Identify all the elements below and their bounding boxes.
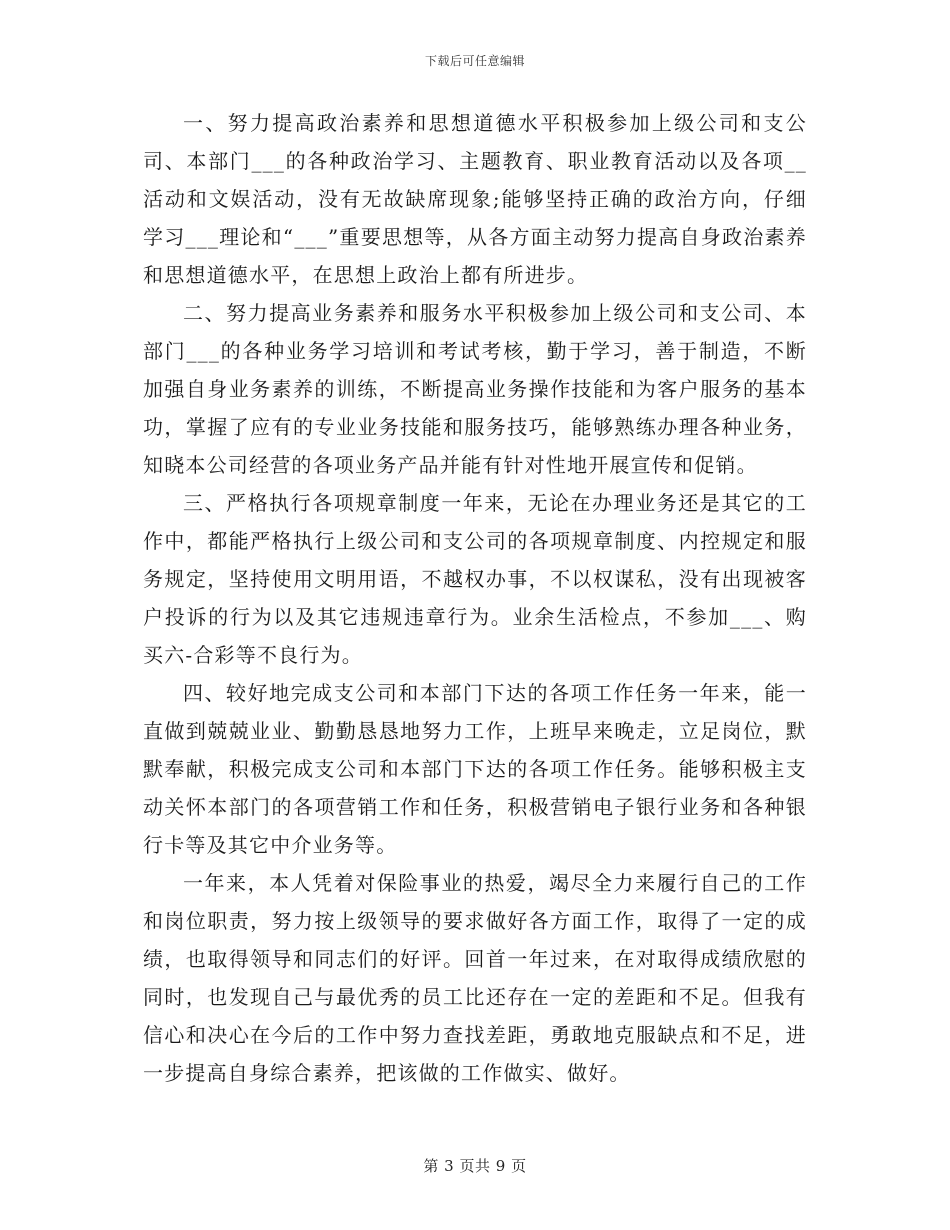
paragraph-business: 二、努力提高业务素养和服务水平积极参加上级公司和支公司、本部门___的各种业务学习培训和考试考核，勤于学习，善于制造，不断加强自身业务素养的训练，不断提高业务操作技能和为客户服务的基本功，掌握了应有的专业业务技能和服务技巧，能够熟练办理各种业务，知晓本公司经营的各项业务产品并能有针对性地开展宣传和促销。 (143, 301, 807, 477)
paragraph-rules: 三、严格执行各项规章制度一年来，无论在办理业务还是其它的工作中，都能严格执行上级公司和支公司的各项规章制度、内控规定和服务规定，坚持使用文明用语，不越权办事，不以权谋私，没有出现被客户投诉的行为以及其它违规违章行为。业余生活检点，不参加___、购买六-合彩等不良行为。 (143, 491, 807, 667)
page-header: 下载后可任意编辑 (424, 54, 525, 68)
paragraph-summary: 一年来，本人凭着对保险事业的热爱，竭尽全力来履行自己的工作和岗位职责，努力按上级领导的要求做好各方面工作，取得了一定的成绩，也取得领导和同志们的好评。回首一年过来，在对取得成绩欣慰的同时，也发现自己与最优秀的员工比还存在一定的差距和不足。但我有信心和决心在今后的工作中努力查找差距，勇敢地克服缺点和不足，进一步提高自身综合素养，把该做的工作做实、做好。 (143, 871, 807, 1085)
document-body (143, 104, 807, 1092)
paragraph-tasks: 四、较好地完成支公司和本部门下达的各项工作任务一年来，能一直做到兢兢业业、勤勤恳恳地努力工作，上班早来晚走，立足岗位，默默奉献，积极完成支公司和本部门下达的各项工作任务。能够积极主支动关怀本部门的各项营销工作和任务，积极营销电子银行业务和各种银行卡等及其它中介业务等。 (143, 681, 807, 857)
page-number: 第 3 页共 9 页 (423, 1157, 527, 1175)
paragraph-political: 一、努力提高政治素养和思想道德水平积极参加上级公司和支公司、本部门___的各种政治学习、主题教育、职业教育活动以及各项__活动和文娱活动，没有无故缺席现象;能够坚持正确的政治方向，仔细学习___理论和“___”重要思想等，从各方面主动努力提高自身政治素养和思想道德水平，在思想上政治上都有所进步。 (143, 111, 807, 287)
